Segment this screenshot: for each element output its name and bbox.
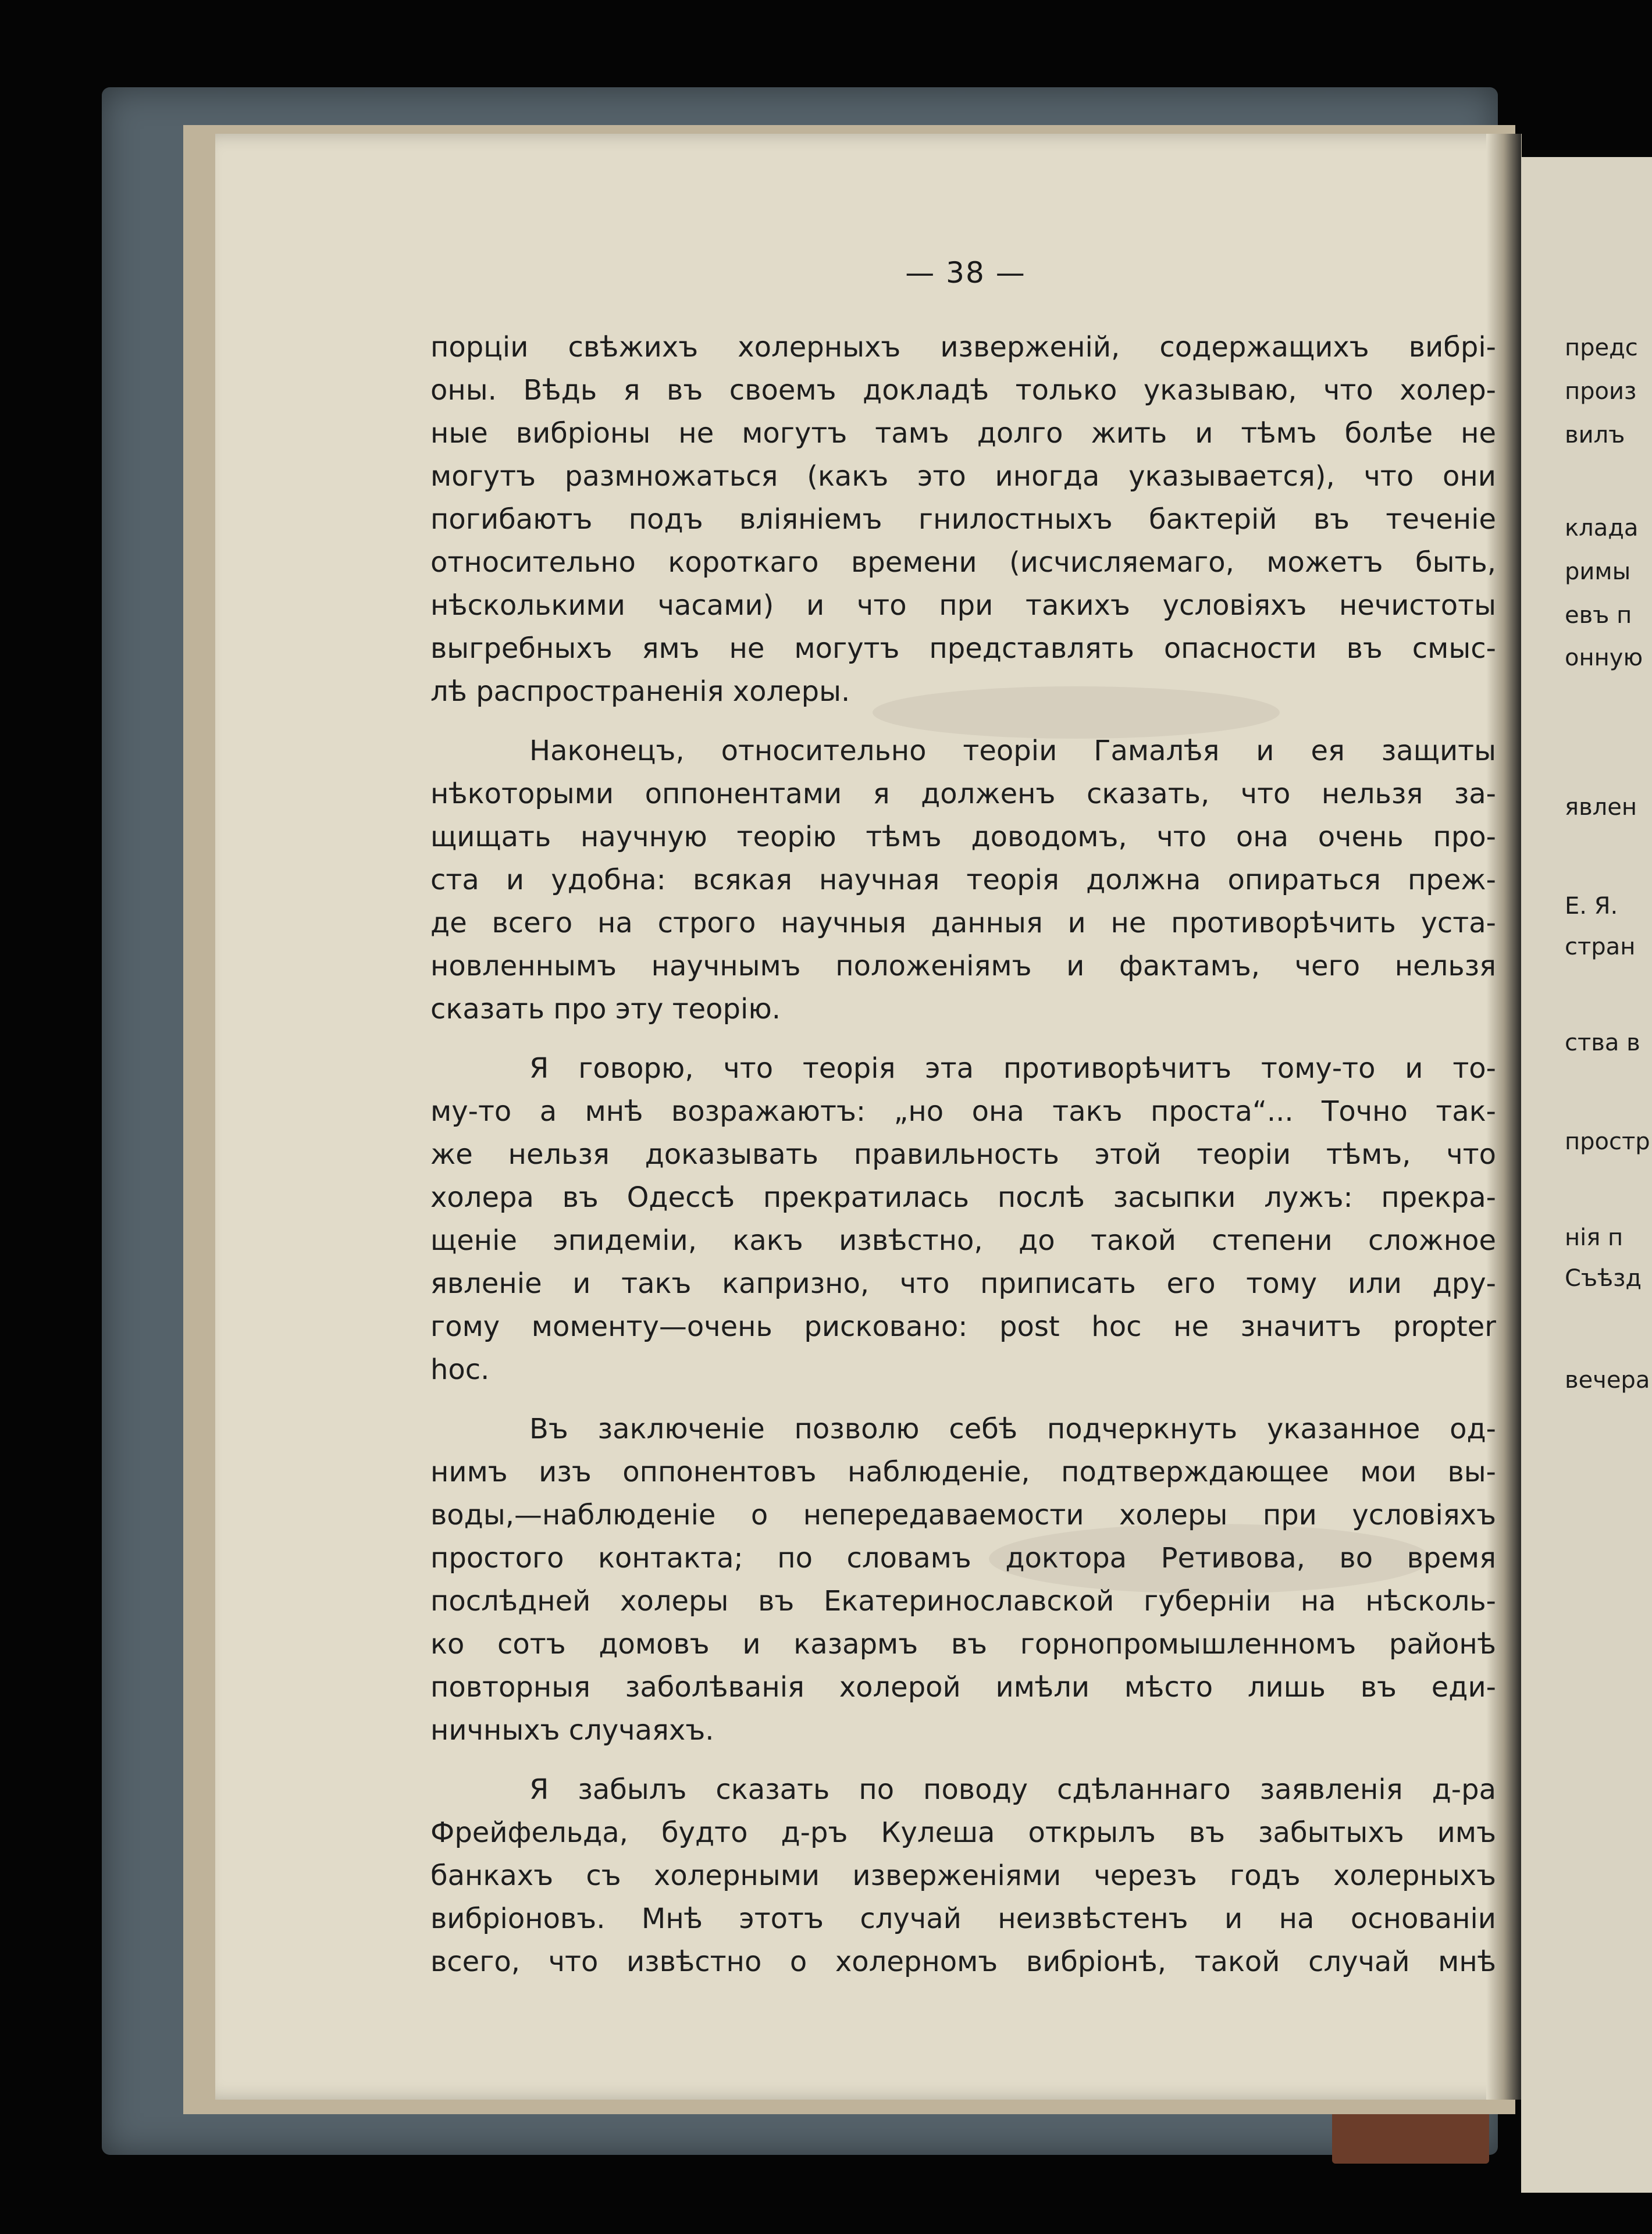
right-page-fragment: вилъ — [1565, 422, 1625, 448]
paragraph — [430, 729, 1496, 1031]
text-line: холера въ Одессѣ прекратилась послѣ засыпки лужъ: прекра- — [430, 1181, 1496, 1214]
text-line: погибаютъ подъ вліяніемъ гнилостныхъ бактерій въ теченіе — [430, 503, 1496, 536]
text-line: нѣкоторыми оппонентами я долженъ сказать, что нельзя за- — [430, 778, 1496, 810]
text-line: Я забылъ сказать по поводу сдѣланнаго заявленія д-ра — [529, 1773, 1496, 1806]
text-line: щеніе эпидеміи, какъ извѣстно, до такой степени сложное — [430, 1224, 1496, 1257]
text-line: hoc. — [430, 1353, 490, 1386]
text-line: простого контакта; по словамъ доктора Ретивова, во время — [430, 1542, 1496, 1574]
right-page-fragment: ства в — [1565, 1029, 1640, 1056]
right-page-fragment: клада — [1565, 515, 1639, 541]
text-line: воды,—наблюденіе о непередаваемости холеры при условіяхъ — [430, 1499, 1496, 1531]
text-line: му-то а мнѣ возражаютъ: „но она такъ проста“... Точно так- — [430, 1095, 1496, 1128]
right-page-fragment: произ — [1565, 378, 1637, 405]
right-page-fragment: евъ п — [1565, 602, 1632, 629]
text-line: ничныхъ случаяхъ. — [430, 1714, 714, 1747]
right-page-fragment: вечера — [1565, 1367, 1650, 1394]
text-line: повторныя заболѣванія холерой имѣли мѣсто лишь въ еди- — [430, 1671, 1496, 1704]
text-line: ные вибріоны не могутъ тамъ долго жить и тѣмъ болѣе не — [430, 417, 1496, 450]
text-line: щищать научную теорію тѣмъ доводомъ, что она очень про- — [430, 821, 1496, 853]
right-page-fragment: простр — [1565, 1128, 1650, 1155]
right-page-fragment: стран — [1565, 933, 1636, 960]
text-line: всего, что извѣстно о холерномъ вибріонѣ, такой случай мнѣ — [430, 1946, 1496, 1978]
text-line: лѣ распространенія холеры. — [430, 675, 850, 708]
text-line: Я говорю, что теорія эта противорѣчитъ тому-то и то- — [529, 1052, 1496, 1085]
text-line: нѣсколькими часами) и что при такихъ условіяхъ нечистоты — [430, 589, 1496, 622]
text-line: оны. Вѣдь я въ своемъ докладѣ только указываю, что холер- — [430, 374, 1496, 407]
text-line: банкахъ съ холерными изверженіями черезъ годъ холерныхъ — [430, 1859, 1496, 1892]
text-line: выгребныхъ ямъ не могутъ представлять опасности въ смыс- — [430, 632, 1496, 665]
text-line: вибріоновъ. Мнѣ этотъ случай неизвѣстенъ и на основаніи — [430, 1902, 1496, 1935]
right-page — [1521, 157, 1652, 2193]
text-line: Наконецъ, относительно теоріи Гамалѣя и ея защиты — [529, 735, 1496, 767]
text-line: порціи свѣжихъ холерныхъ изверженій, содержащихъ вибрі- — [430, 331, 1496, 364]
text-line: новленнымъ научнымъ положеніямъ и фактамъ, чего нельзя — [430, 950, 1496, 982]
page-number: — 38 — — [905, 256, 1026, 290]
right-page-fragment: Е. Я. — [1565, 893, 1618, 920]
text-line: сказать про эту теорію. — [430, 993, 781, 1025]
text-line: явленіе и такъ капризно, что приписать его тому или дру- — [430, 1267, 1496, 1300]
paragraph — [430, 1768, 1496, 1983]
text-line: гому моменту—очень рисковано: post hoc не значитъ propter — [430, 1310, 1496, 1343]
right-page-fragment: нія п — [1565, 1224, 1623, 1251]
right-page-fragment: Съѣзд — [1565, 1265, 1642, 1292]
text-line: ста и удобна: всякая научная теорія должна опираться преж- — [430, 864, 1496, 896]
text-line: Въ заключеніе позволю себѣ подчеркнуть указанное од- — [529, 1413, 1496, 1445]
text-line: послѣдней холеры въ Екатеринославской губерніи на нѣсколь- — [430, 1585, 1496, 1617]
right-page-fragment: онную — [1565, 644, 1643, 671]
paragraph — [430, 1408, 1496, 1752]
page-body — [430, 326, 1496, 1989]
text-line: же нельзя доказывать правильность этой теоріи тѣмъ, что — [430, 1138, 1496, 1171]
text-line: относительно короткаго времени (исчисляемаго, можетъ быть, — [430, 546, 1496, 579]
right-page-fragment: предс — [1565, 334, 1638, 361]
text-line: могутъ размножаться (какъ это иногда указывается), что они — [430, 460, 1496, 493]
text-line: Фрейфельда, будто д-ръ Кулеша открылъ въ забытыхъ имъ — [430, 1816, 1496, 1849]
text-line: де всего на строго научныя данныя и не противорѣчить уста- — [430, 907, 1496, 939]
paragraph — [430, 326, 1496, 713]
right-page-fragment: римы — [1565, 558, 1631, 585]
right-page-fragment: явлен — [1565, 794, 1637, 821]
text-line: ко сотъ домовъ и казармъ въ горнопромышленномъ районѣ — [430, 1628, 1496, 1661]
text-line: нимъ изъ оппонентовъ наблюденіе, подтверждающее мои вы- — [430, 1456, 1496, 1488]
paragraph — [430, 1047, 1496, 1391]
